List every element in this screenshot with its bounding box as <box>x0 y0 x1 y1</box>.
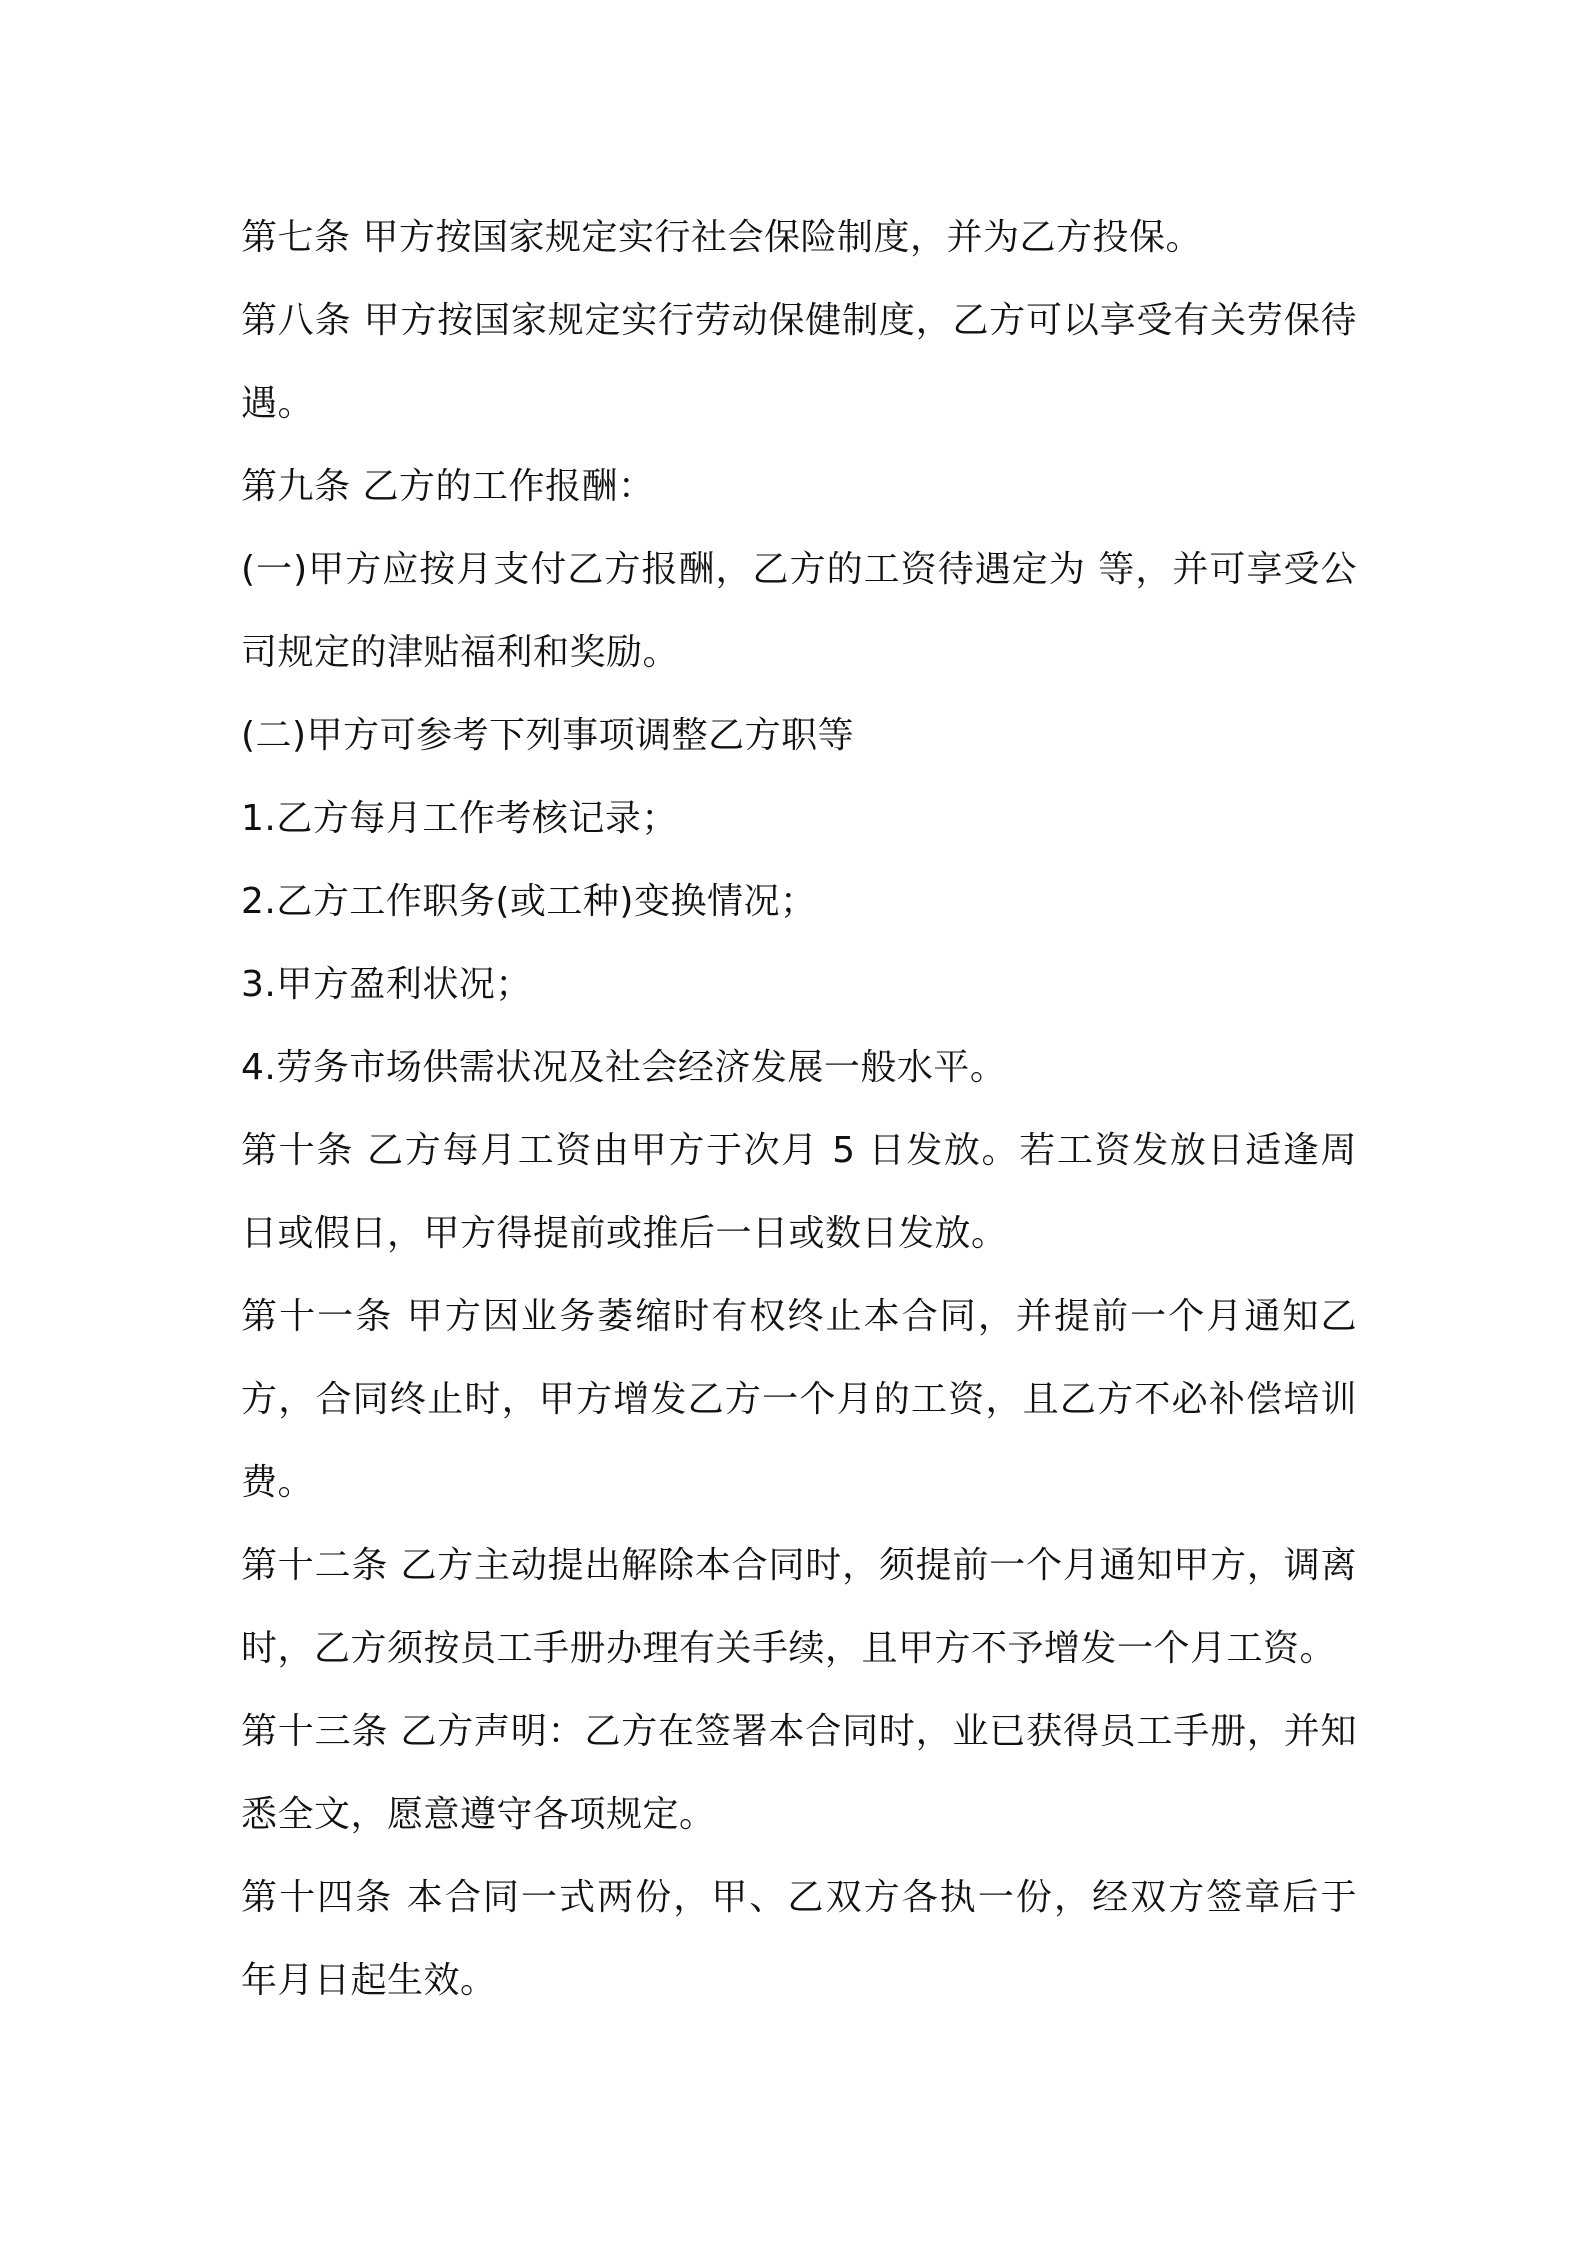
list-item: 1.乙方每月工作考核记录； <box>241 798 678 839</box>
article-9-item-1: (一)甲方应按月支付乙方报酬，乙方的工资待遇定为 等，并可享受公司规定的津贴福利和奖励。 <box>241 549 1357 673</box>
list-item: 4.劳务市场供需状况及社会经济发展一般水平。 <box>241 1047 1007 1088</box>
article-9-heading: 第九条 乙方的工作报酬： <box>241 466 655 507</box>
article-12: 第十二条 乙方主动提出解除本合同时，须提前一个月通知甲方，调离时，乙方须按员工手册办理有关手续，且甲方不予增发一个月工资。 <box>241 1545 1357 1669</box>
article-9-item-2: (二)甲方可参考下列事项调整乙方职等 <box>241 715 855 756</box>
list-item: 2.乙方工作职务(或工种)变换情况； <box>241 881 817 922</box>
contract-body <box>241 196 1357 2022</box>
article-11: 第十一条 甲方因业务萎缩时有权终止本合同，并提前一个月通知乙方，合同终止时，甲方增发乙方一个月的工资，且乙方不必补偿培训费。 <box>241 1296 1357 1503</box>
article-14: 第十四条 本合同一式两份，甲、乙双方各执一份，经双方签章后于 年月日起生效。 <box>241 1877 1357 2001</box>
article-13: 第十三条 乙方声明：乙方在签署本合同时，业已获得员工手册，并知悉全文，愿意遵守各项规定。 <box>241 1711 1357 1835</box>
list-item: 3.甲方盈利状况； <box>241 964 532 1005</box>
article-7: 第七条 甲方按国家规定实行社会保险制度，并为乙方投保。 <box>241 217 1202 258</box>
article-8: 第八条 甲方按国家规定实行劳动保健制度，乙方可以享受有关劳保待遇。 <box>241 300 1357 424</box>
article-10: 第十条 乙方每月工资由甲方于次月 5 日发放。若工资发放日适逢周日或假日，甲方得提前或推后一日或数日发放。 <box>241 1130 1357 1254</box>
